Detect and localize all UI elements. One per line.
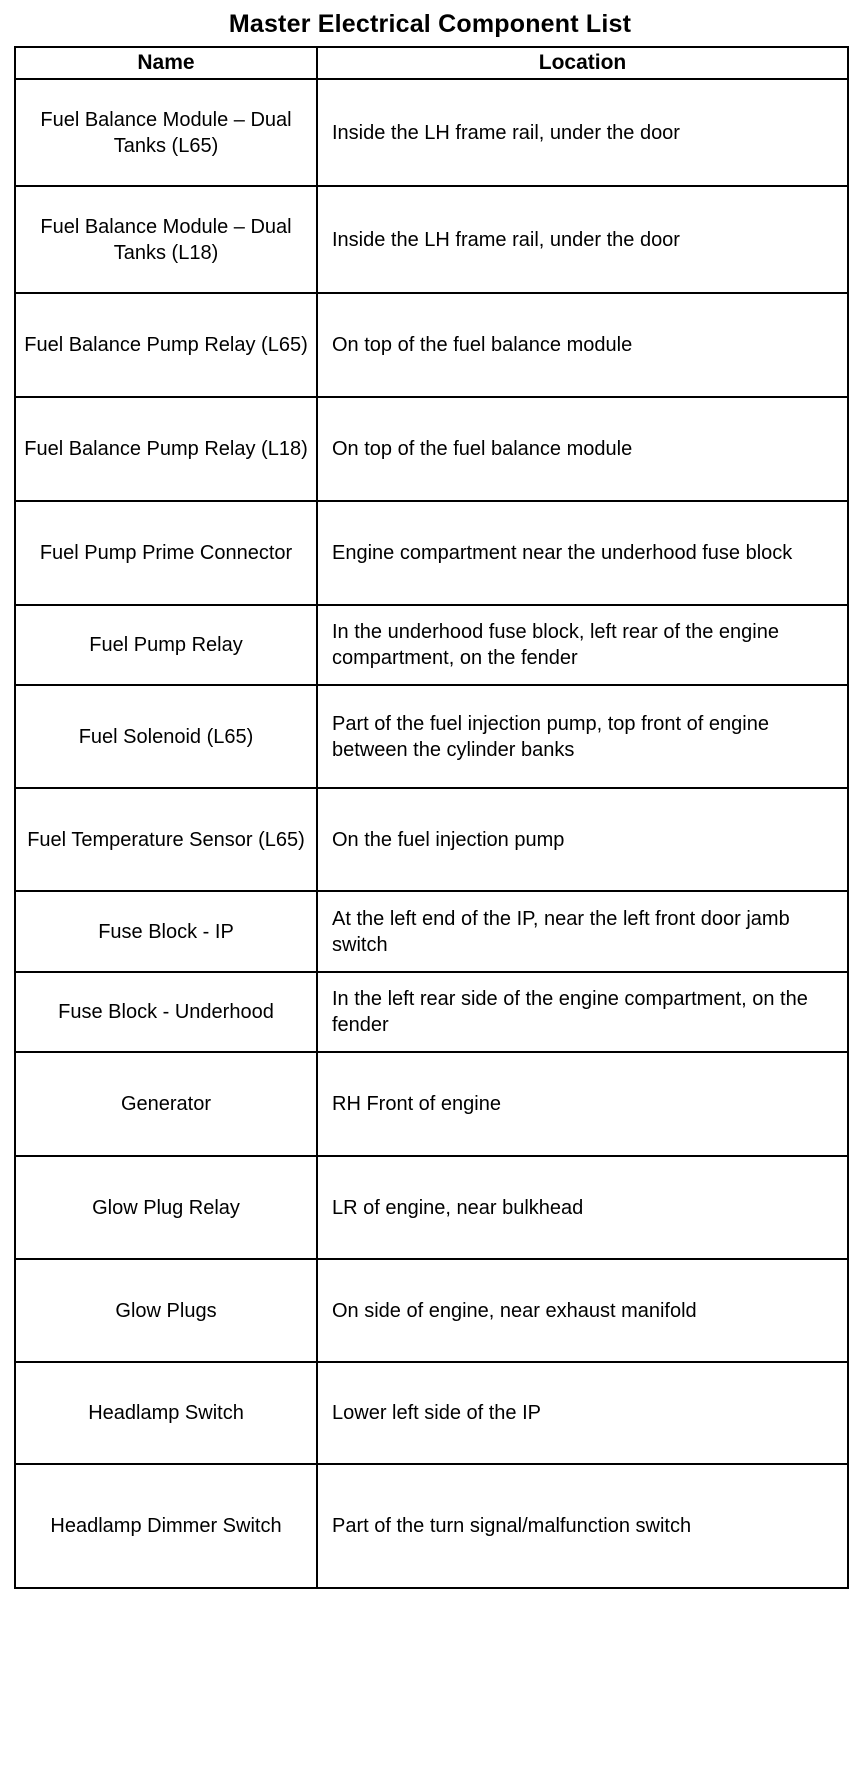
component-name: Fuel Temperature Sensor (L65) — [15, 788, 317, 891]
component-name: Headlamp Switch — [15, 1362, 317, 1464]
table-row — [15, 891, 848, 972]
table-row — [15, 605, 848, 685]
component-name: Fuel Pump Prime Connector — [15, 501, 317, 605]
component-name: Headlamp Dimmer Switch — [15, 1464, 317, 1588]
column-header-location: Location — [317, 47, 848, 79]
page-title: Master Electrical Component List — [228, 10, 632, 38]
component-location: On top of the fuel balance module — [317, 397, 848, 501]
component-location: Lower left side of the IP — [317, 1362, 848, 1464]
table-row — [15, 685, 848, 788]
component-name: Fuel Solenoid (L65) — [15, 685, 317, 788]
component-location: LR of engine, near bulkhead — [317, 1156, 848, 1259]
column-header-name: Name — [15, 47, 317, 79]
component-location: Inside the LH frame rail, under the door — [317, 186, 848, 293]
table-row — [15, 788, 848, 891]
component-location: Inside the LH frame rail, under the door — [317, 79, 848, 186]
table-row — [15, 397, 848, 501]
component-name: Fuel Balance Pump Relay (L65) — [15, 293, 317, 397]
component-location: On side of engine, near exhaust manifold — [317, 1259, 848, 1362]
component-name: Glow Plug Relay — [15, 1156, 317, 1259]
table-row — [15, 501, 848, 605]
component-name: Fuel Pump Relay — [15, 605, 317, 685]
component-name: Fuse Block - Underhood — [15, 972, 317, 1052]
table-row — [15, 1362, 848, 1464]
table-row — [15, 79, 848, 186]
table-row — [15, 293, 848, 397]
table-header-row — [15, 47, 848, 79]
component-name: Generator — [15, 1052, 317, 1156]
table-row — [15, 1052, 848, 1156]
component-name: Glow Plugs — [15, 1259, 317, 1362]
table-row — [15, 1464, 848, 1588]
component-name: Fuel Balance Pump Relay (L18) — [15, 397, 317, 501]
table-row — [15, 1259, 848, 1362]
component-location: Part of the turn signal/malfunction switch — [317, 1464, 848, 1588]
component-location: At the left end of the IP, near the left front door jamb switch — [317, 891, 848, 972]
component-name: Fuel Balance Module – Dual Tanks (L18) — [15, 186, 317, 293]
component-location: Engine compartment near the underhood fuse block — [317, 501, 848, 605]
table-row — [15, 1156, 848, 1259]
component-location: On top of the fuel balance module — [317, 293, 848, 397]
table-row — [15, 186, 848, 293]
component-location: In the left rear side of the engine compartment, on the fender — [317, 972, 848, 1052]
component-location: On the fuel injection pump — [317, 788, 848, 891]
component-location: RH Front of engine — [317, 1052, 848, 1156]
component-name: Fuse Block - IP — [15, 891, 317, 972]
component-location: In the underhood fuse block, left rear of the engine compartment, on the fender — [317, 605, 848, 685]
component-table — [14, 46, 849, 1589]
table-row — [15, 972, 848, 1052]
component-name: Fuel Balance Module – Dual Tanks (L65) — [15, 79, 317, 186]
component-location: Part of the fuel injection pump, top front of engine between the cylinder banks — [317, 685, 848, 788]
